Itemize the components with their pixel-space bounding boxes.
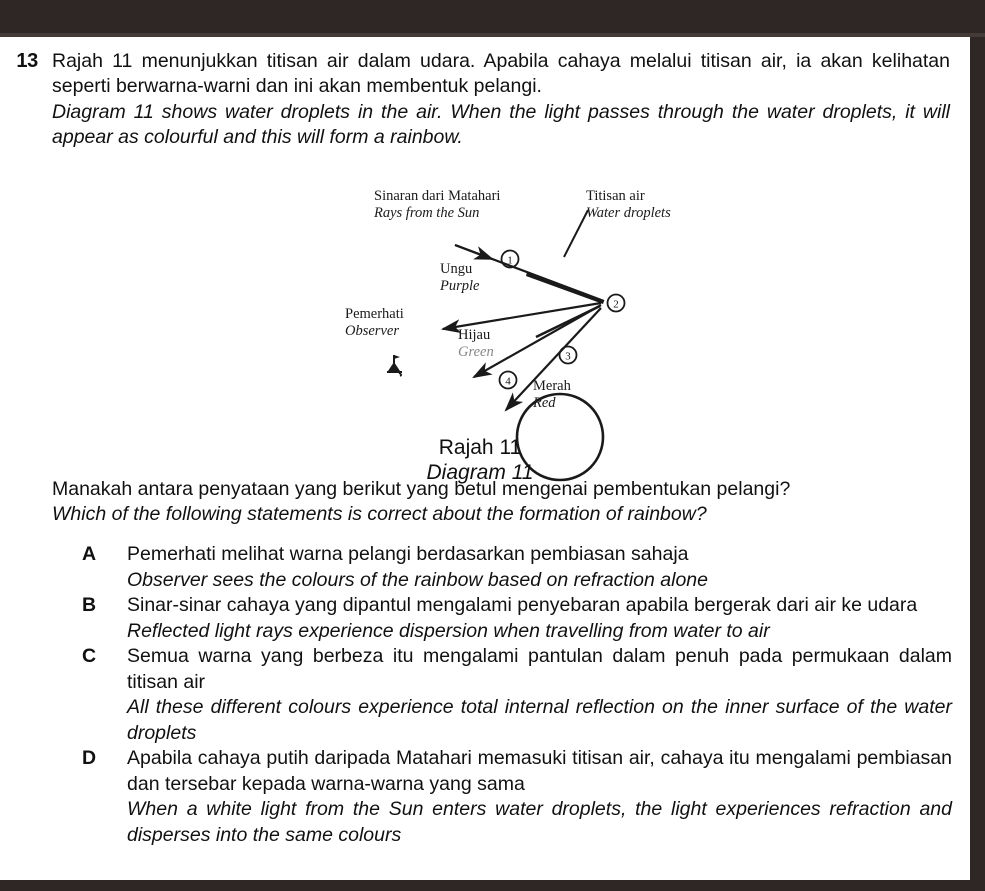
answer-options-list — [52, 542, 952, 848]
sun-rays-label-en: Rays from the Sun — [374, 205, 480, 221]
green-label-ms: Hijau — [458, 327, 491, 343]
window-chrome-top — [0, 0, 985, 33]
callout-2-label: 2 — [613, 298, 619, 311]
option-d-text-ms: Apabila cahaya putih daripada Matahari memasuki titisan air, cahaya itu mengalami pembiasan dan tersebar kepada warna-warna yang sama — [127, 747, 952, 795]
purple-label-en: Purple — [440, 278, 480, 294]
figure-caption-en: Diagram 11 — [426, 461, 534, 484]
option-b-letter: B — [82, 594, 97, 616]
droplet-leader-line — [564, 210, 588, 257]
callout-4-label: 4 — [505, 375, 511, 388]
callout-3 — [560, 347, 577, 364]
observer-label-en: Observer — [345, 323, 399, 339]
observer-label-ms: Pemerhati — [345, 306, 404, 322]
question-stem — [52, 49, 950, 150]
sun-rays-label-ms: Sinaran dari Matahari — [374, 188, 501, 204]
exam-page-sheet — [0, 37, 970, 880]
option-a-letter: A — [82, 543, 97, 565]
question-prompt-ms: Manakah antara penyataan yang berikut yang betul mengenai pembentukan pelangi? — [52, 478, 791, 500]
option-b-text-en: Reflected light rays experience dispersion when travelling from water to air — [127, 619, 770, 642]
option-c-text-ms: Semua warna yang berbeza itu mengalami pantulan dalam penuh pada permukaan dalam titisan air — [127, 645, 952, 693]
incident-ray-arrowhead — [455, 245, 492, 259]
droplet-label-ms: Titisan air — [586, 188, 645, 204]
refracted-ray-inside — [526, 272, 604, 304]
option-c-letter: C — [82, 645, 97, 667]
option-c[interactable] — [52, 644, 952, 746]
red-label-ms: Merah — [533, 378, 571, 394]
window-chrome-bottom — [0, 880, 985, 891]
question-number: 13 — [16, 50, 38, 72]
question-stem-en: Diagram 11 shows water droplets in the air. When the light passes through the water droplets, it will appear as colourful and this will form a rainbow. — [52, 101, 950, 148]
option-b-text-ms: Sinar-sinar cahaya yang dipantul mengalami penyebaran apabila bergerak dari air ke udara — [127, 594, 918, 616]
option-a-text-ms: Pemerhati melihat warna pelangi berdasarkan pembiasan sahaja — [127, 543, 689, 565]
option-b[interactable] — [52, 593, 952, 644]
option-a-text-en: Observer sees the colours of the rainbow based on refraction alone — [127, 568, 709, 591]
window-chrome-right — [970, 37, 985, 880]
observer-figure-icon — [387, 355, 402, 376]
internal-chord-ray — [536, 306, 600, 337]
option-a[interactable] — [52, 542, 952, 593]
option-d[interactable] — [52, 746, 952, 848]
callout-3-label: 3 — [565, 350, 571, 363]
callout-1 — [502, 251, 519, 268]
question-prompt — [52, 477, 952, 527]
callout-1-label: 1 — [507, 254, 513, 267]
callout-2 — [608, 295, 625, 312]
droplet-label-en: Water droplets — [586, 205, 671, 221]
option-d-text-en: When a white light from the Sun enters water droplets, the light experiences refraction and disperses into the same colours — [127, 798, 952, 846]
question-prompt-en: Which of the following statements is correct about the formation of rainbow? — [52, 503, 707, 525]
question-stem-ms: Rajah 11 menunjukkan titisan air dalam udara. Apabila cahaya melalui titisan air, ia akan kelihatan seperti berwarna-warni dan ini akan membentuk pelangi. — [52, 50, 950, 97]
option-d-letter: D — [82, 747, 97, 769]
option-c-text-en: All these different colours experience total internal reflection on the inner surface of the water droplets — [127, 696, 952, 744]
figure-caption-ms: Rajah 11 — [438, 436, 522, 459]
red-label-en: Red — [533, 395, 556, 411]
green-label-en: Green — [458, 344, 494, 360]
purple-label-ms: Ungu — [440, 261, 473, 277]
callout-4 — [500, 372, 517, 389]
